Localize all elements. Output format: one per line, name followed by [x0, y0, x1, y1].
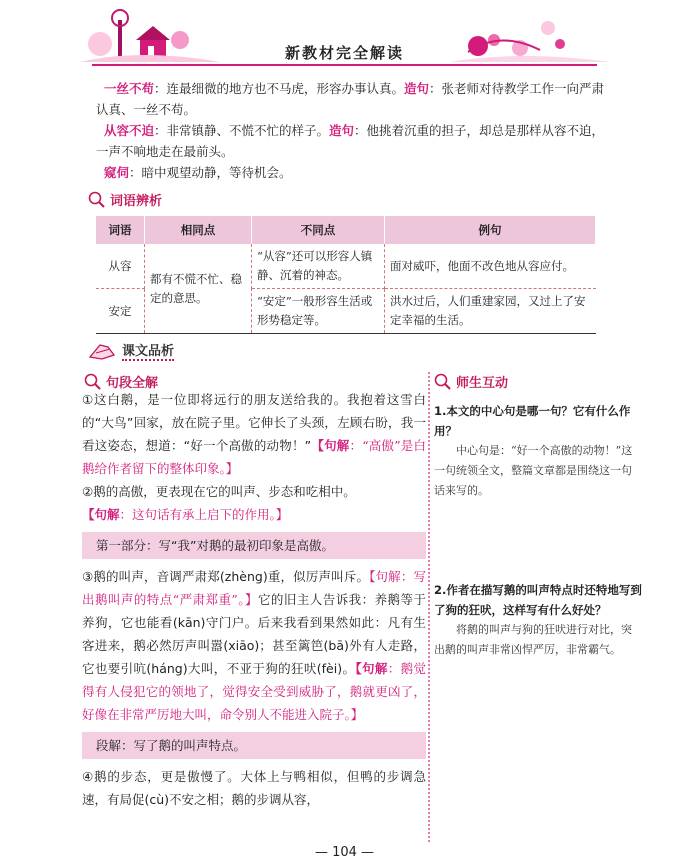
vocab-def: ：暗中观望动静，等待机会。 — [128, 165, 292, 180]
answer: 将鹅的叫声与狗的狂吠进行对比，突出鹅的叫声非常凶悍严厉，非常霸气。 — [434, 623, 632, 656]
example-tag: 造句 — [403, 81, 429, 96]
vocab-entry — [96, 162, 606, 183]
paragraph-text: 它的旧主人告诉我：养鹅等于养狗，它也能看(kān)守门户。后来我看到果然如此：凡有生客进来，鹅必然厉声叫嚣(xiāo)；甚至篱笆(bā)外有人走路，它也要引吭(háng)大叫，不亚于狗的狂吠(fèi)。 — [82, 592, 426, 676]
qa-item — [434, 580, 642, 660]
side-column — [434, 372, 642, 656]
table-header: 不同点 — [252, 216, 385, 244]
qa-item — [434, 401, 642, 501]
section-label: 词语辨析 — [110, 194, 163, 209]
section-label: 师生互动 — [456, 376, 509, 391]
section-heading-lesson-analysis — [88, 340, 174, 361]
table-cell-same: 都有不慌不忙、稳定的意思。 — [145, 244, 252, 334]
vocab-example: ：张老师对待教学工作一向严肃认真、一丝不苟。 — [96, 81, 605, 117]
vocab-term: 一丝不苟 — [103, 81, 154, 96]
word-compare-table — [96, 216, 596, 334]
header-title: 新教材完全解读 — [284, 44, 404, 62]
table-header: 相同点 — [145, 216, 252, 244]
section-label: 句段全解 — [106, 376, 159, 391]
vocab-entry — [96, 120, 606, 162]
sentence-note-label: 【句解 — [355, 661, 388, 676]
vocab-def: ：非常镇静、不慌不忙的样子。 — [153, 123, 329, 138]
section-summary-band: 第一部分：写“我”对鹅的最初印象是高傲。 — [82, 532, 426, 559]
sentence-note: 【句解：写出鹅叫声的特点“严肃郑重”。】 — [82, 569, 426, 607]
vocab-term: 从容不迫 — [103, 123, 154, 138]
table-cell-word: 安定 — [96, 289, 145, 334]
table-header: 例句 — [385, 216, 596, 244]
table-cell-example: 面对威吓，他面不改色地从容应付。 — [385, 244, 596, 289]
paragraph — [82, 480, 426, 526]
section-label: 课文品析 — [122, 340, 174, 361]
sentence-note-label: 【句解 — [311, 438, 350, 453]
magnifier-icon — [88, 191, 106, 209]
page-number: — 104 — — [314, 845, 375, 860]
example-tag: 造句 — [328, 123, 354, 138]
paragraph-text: ③鹅的叫声，音调严肃郑(zhèng)重，似厉声叫斥。 — [82, 569, 370, 584]
hand-pencil-icon — [88, 341, 118, 361]
table-cell-example: 洪水过后，人们重建家园，又过上了安定幸福的生活。 — [385, 289, 596, 334]
table-cell-diff: “安定”一般形容生活或形势稳定等。 — [252, 289, 385, 334]
sentence-note: ：这句话有承上启下的作用。】 — [119, 507, 289, 522]
page-header — [0, 0, 689, 70]
column-divider — [428, 372, 432, 842]
question: 1.本文的中心句是哪一句？它有什么作用？ — [434, 404, 631, 438]
header-divider — [92, 64, 597, 66]
paragraph — [82, 388, 426, 480]
paragraph-summary-band: 段解：写了鹅的叫声特点。 — [82, 732, 426, 759]
vocab-example: ：他挑着沉重的担子，却总是那样从容不迫，一声不响地走在最前头。 — [96, 123, 605, 159]
vocab-entry — [96, 78, 606, 120]
paragraph — [82, 765, 426, 811]
section-heading-word-compare — [88, 190, 162, 209]
paragraph-text: ②鹅的高傲，更表现在它的叫声、步态和吃相中。 — [82, 484, 356, 499]
main-text — [82, 388, 426, 811]
paragraph-text: ④鹅的步态，更是傲慢了。大体上与鸭相似，但鸭的步调急速，有局促(cù)不安之相；鹅的步调从容， — [82, 769, 426, 807]
vocab-def: ：连最细微的地方也不马虎，形容办事认真。 — [153, 81, 404, 96]
section-heading-teacher-student — [434, 372, 642, 391]
table-cell-word: 从容 — [96, 244, 145, 289]
magnifier-icon — [434, 373, 452, 391]
question: 2.作者在描写鹅的叫声特点时还特地写到了狗的狂吠，这样写有什么好处？ — [434, 583, 642, 617]
sentence-note-label: 【句解 — [82, 507, 120, 522]
main-column — [82, 388, 426, 811]
sentence-note: ：鹅觉得有人侵犯它的领地了，觉得安全受到威胁了，鹅就更凶了，好像在非常严厉地大叫，命令别人不能进入院子。】 — [82, 661, 426, 722]
table-header: 词语 — [96, 216, 145, 244]
paragraph — [82, 565, 426, 726]
vocab-term: 窥伺 — [103, 165, 129, 180]
answer: 中心句是：“好一个高傲的动物！”这一句统领全文，整篇文章都是围绕这一句话来写的。 — [434, 444, 633, 497]
sentence-note: ：“高傲”是白鹅给作者留下的整体印象。】 — [82, 438, 426, 476]
table-cell-diff: “从容”还可以形容人镇静、沉着的神态。 — [252, 244, 385, 289]
paragraph-text: ①这白鹅，是一位即将远行的朋友送给我的。我抱着这雪白的“大鸟”回家，放在院子里。它伸长了头颈，左顾右盼，我一看这姿态，想道：“好一个高傲的动物！” — [82, 392, 426, 453]
